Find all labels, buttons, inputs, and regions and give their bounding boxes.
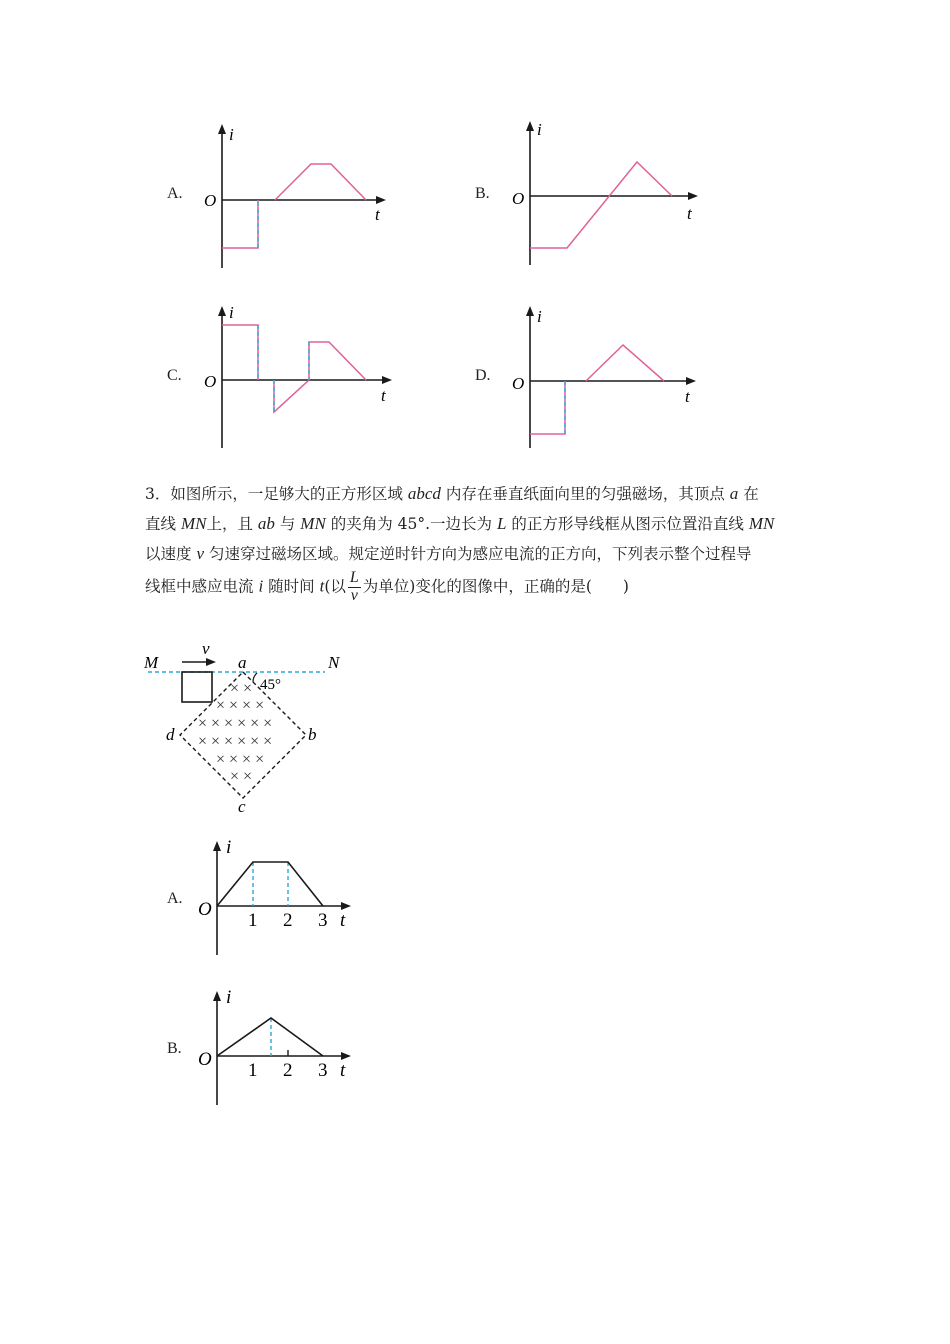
origin-label: O bbox=[204, 372, 217, 391]
origin-label: O bbox=[198, 1049, 212, 1070]
svg-text:× ×: × × bbox=[230, 768, 253, 785]
axis-i-label: i bbox=[226, 987, 232, 1008]
tick-label-2: 2 bbox=[283, 910, 293, 931]
option-c-label: C. bbox=[167, 367, 182, 384]
origin-label: O bbox=[204, 191, 217, 210]
tick-label-3: 3 bbox=[318, 1060, 328, 1081]
wire-frame bbox=[182, 672, 212, 702]
origin-label: O bbox=[512, 189, 525, 208]
graph-option-c bbox=[190, 300, 400, 452]
field-diagram bbox=[140, 640, 360, 815]
origin-label: O bbox=[512, 374, 525, 393]
x-axis-arrow bbox=[686, 377, 696, 385]
label-angle: 45° bbox=[260, 677, 281, 693]
question-line-2: 直线 MN上，且 ab 与 MN 的夹角为 45°.一边长为 L 的正方形导线框从图示位置沿直线 MN bbox=[145, 514, 775, 533]
y-axis-arrow bbox=[213, 841, 221, 851]
graph-option-3b bbox=[190, 985, 365, 1110]
axis-t-label: t bbox=[375, 205, 380, 224]
svg-text:× ×: × × bbox=[230, 680, 253, 697]
axis-t-label: t bbox=[381, 386, 386, 405]
x-axis-arrow bbox=[341, 1052, 351, 1060]
option-b-label: B. bbox=[475, 185, 490, 202]
axis-i-label: i bbox=[537, 120, 542, 139]
current-curve-2 bbox=[586, 345, 664, 381]
y-axis-arrow bbox=[526, 121, 534, 131]
label-b: b bbox=[308, 725, 317, 744]
current-curve-1 bbox=[222, 325, 258, 380]
x-axis-arrow bbox=[688, 192, 698, 200]
label-d: d bbox=[166, 725, 175, 744]
label-M: M bbox=[144, 653, 159, 672]
tick-label-1: 1 bbox=[248, 1060, 258, 1081]
axis-t-label: t bbox=[340, 910, 346, 931]
angle-arc bbox=[253, 673, 257, 682]
current-curve bbox=[217, 862, 323, 906]
y-axis-arrow bbox=[213, 991, 221, 1001]
axis-t-label: t bbox=[685, 387, 690, 406]
axis-i-label: i bbox=[226, 837, 232, 858]
x-axis-arrow bbox=[382, 376, 392, 384]
option-a-label: A. bbox=[167, 185, 183, 202]
question-line-3: 以速度 v 匀速穿过磁场区域。规定逆时针方向为感应电流的正方向，下列表示整个过程导 bbox=[145, 544, 752, 563]
svg-text:× × × × × ×: × × × × × × bbox=[198, 715, 273, 732]
axis-t-label: t bbox=[687, 204, 692, 223]
y-axis-arrow bbox=[526, 306, 534, 316]
label-c: c bbox=[238, 797, 246, 815]
current-curve bbox=[530, 162, 672, 248]
tick-label-1: 1 bbox=[248, 910, 258, 931]
graph-option-d bbox=[500, 300, 710, 452]
svg-text:× × × ×: × × × × bbox=[216, 697, 265, 714]
axis-i-label: i bbox=[229, 303, 234, 322]
graph-option-b bbox=[500, 115, 710, 270]
y-axis-arrow bbox=[218, 124, 226, 134]
tick-label-2: 2 bbox=[283, 1060, 293, 1081]
label-N: N bbox=[328, 653, 340, 672]
graph-option-3a bbox=[190, 835, 365, 960]
svg-text:× × × ×: × × × × bbox=[216, 751, 265, 768]
origin-label: O bbox=[198, 899, 212, 920]
option-3b-label: B. bbox=[167, 1040, 182, 1057]
x-axis-arrow bbox=[376, 196, 386, 204]
fraction-L-over-v: $\frac{L}{v}$ bbox=[349, 569, 359, 604]
current-curve-2 bbox=[275, 164, 366, 200]
label-v: v bbox=[202, 640, 210, 658]
current-curve-2 bbox=[274, 380, 309, 412]
question-line-1: 3．如图所示，一足够大的正方形区域 abcd 内存在垂直纸面向里的匀强磁场，其顶点 a 在 bbox=[145, 484, 759, 503]
question-line-4: 线框中感应电流 i 随时间 t(以 $\frac{L}{v}$ 为单位)变化的图像中，正确的是( ) bbox=[145, 569, 629, 604]
current-curve-3 bbox=[309, 342, 366, 380]
tick-label-3: 3 bbox=[318, 910, 328, 931]
y-axis-arrow bbox=[218, 306, 226, 316]
axis-i-label: i bbox=[229, 125, 234, 144]
x-axis-arrow bbox=[341, 902, 351, 910]
current-curve bbox=[217, 1018, 323, 1056]
label-a: a bbox=[238, 653, 247, 672]
current-curve-1 bbox=[222, 200, 258, 248]
velocity-arrow-head bbox=[206, 658, 216, 666]
field-crosses bbox=[198, 680, 272, 785]
graph-option-a bbox=[190, 118, 400, 273]
option-d-label: D. bbox=[475, 367, 491, 384]
axis-i-label: i bbox=[537, 307, 542, 326]
current-curve-1 bbox=[530, 381, 565, 434]
svg-text:× × × × × ×: × × × × × × bbox=[198, 733, 273, 750]
axis-t-label: t bbox=[340, 1060, 346, 1081]
option-3a-label: A. bbox=[167, 890, 183, 907]
